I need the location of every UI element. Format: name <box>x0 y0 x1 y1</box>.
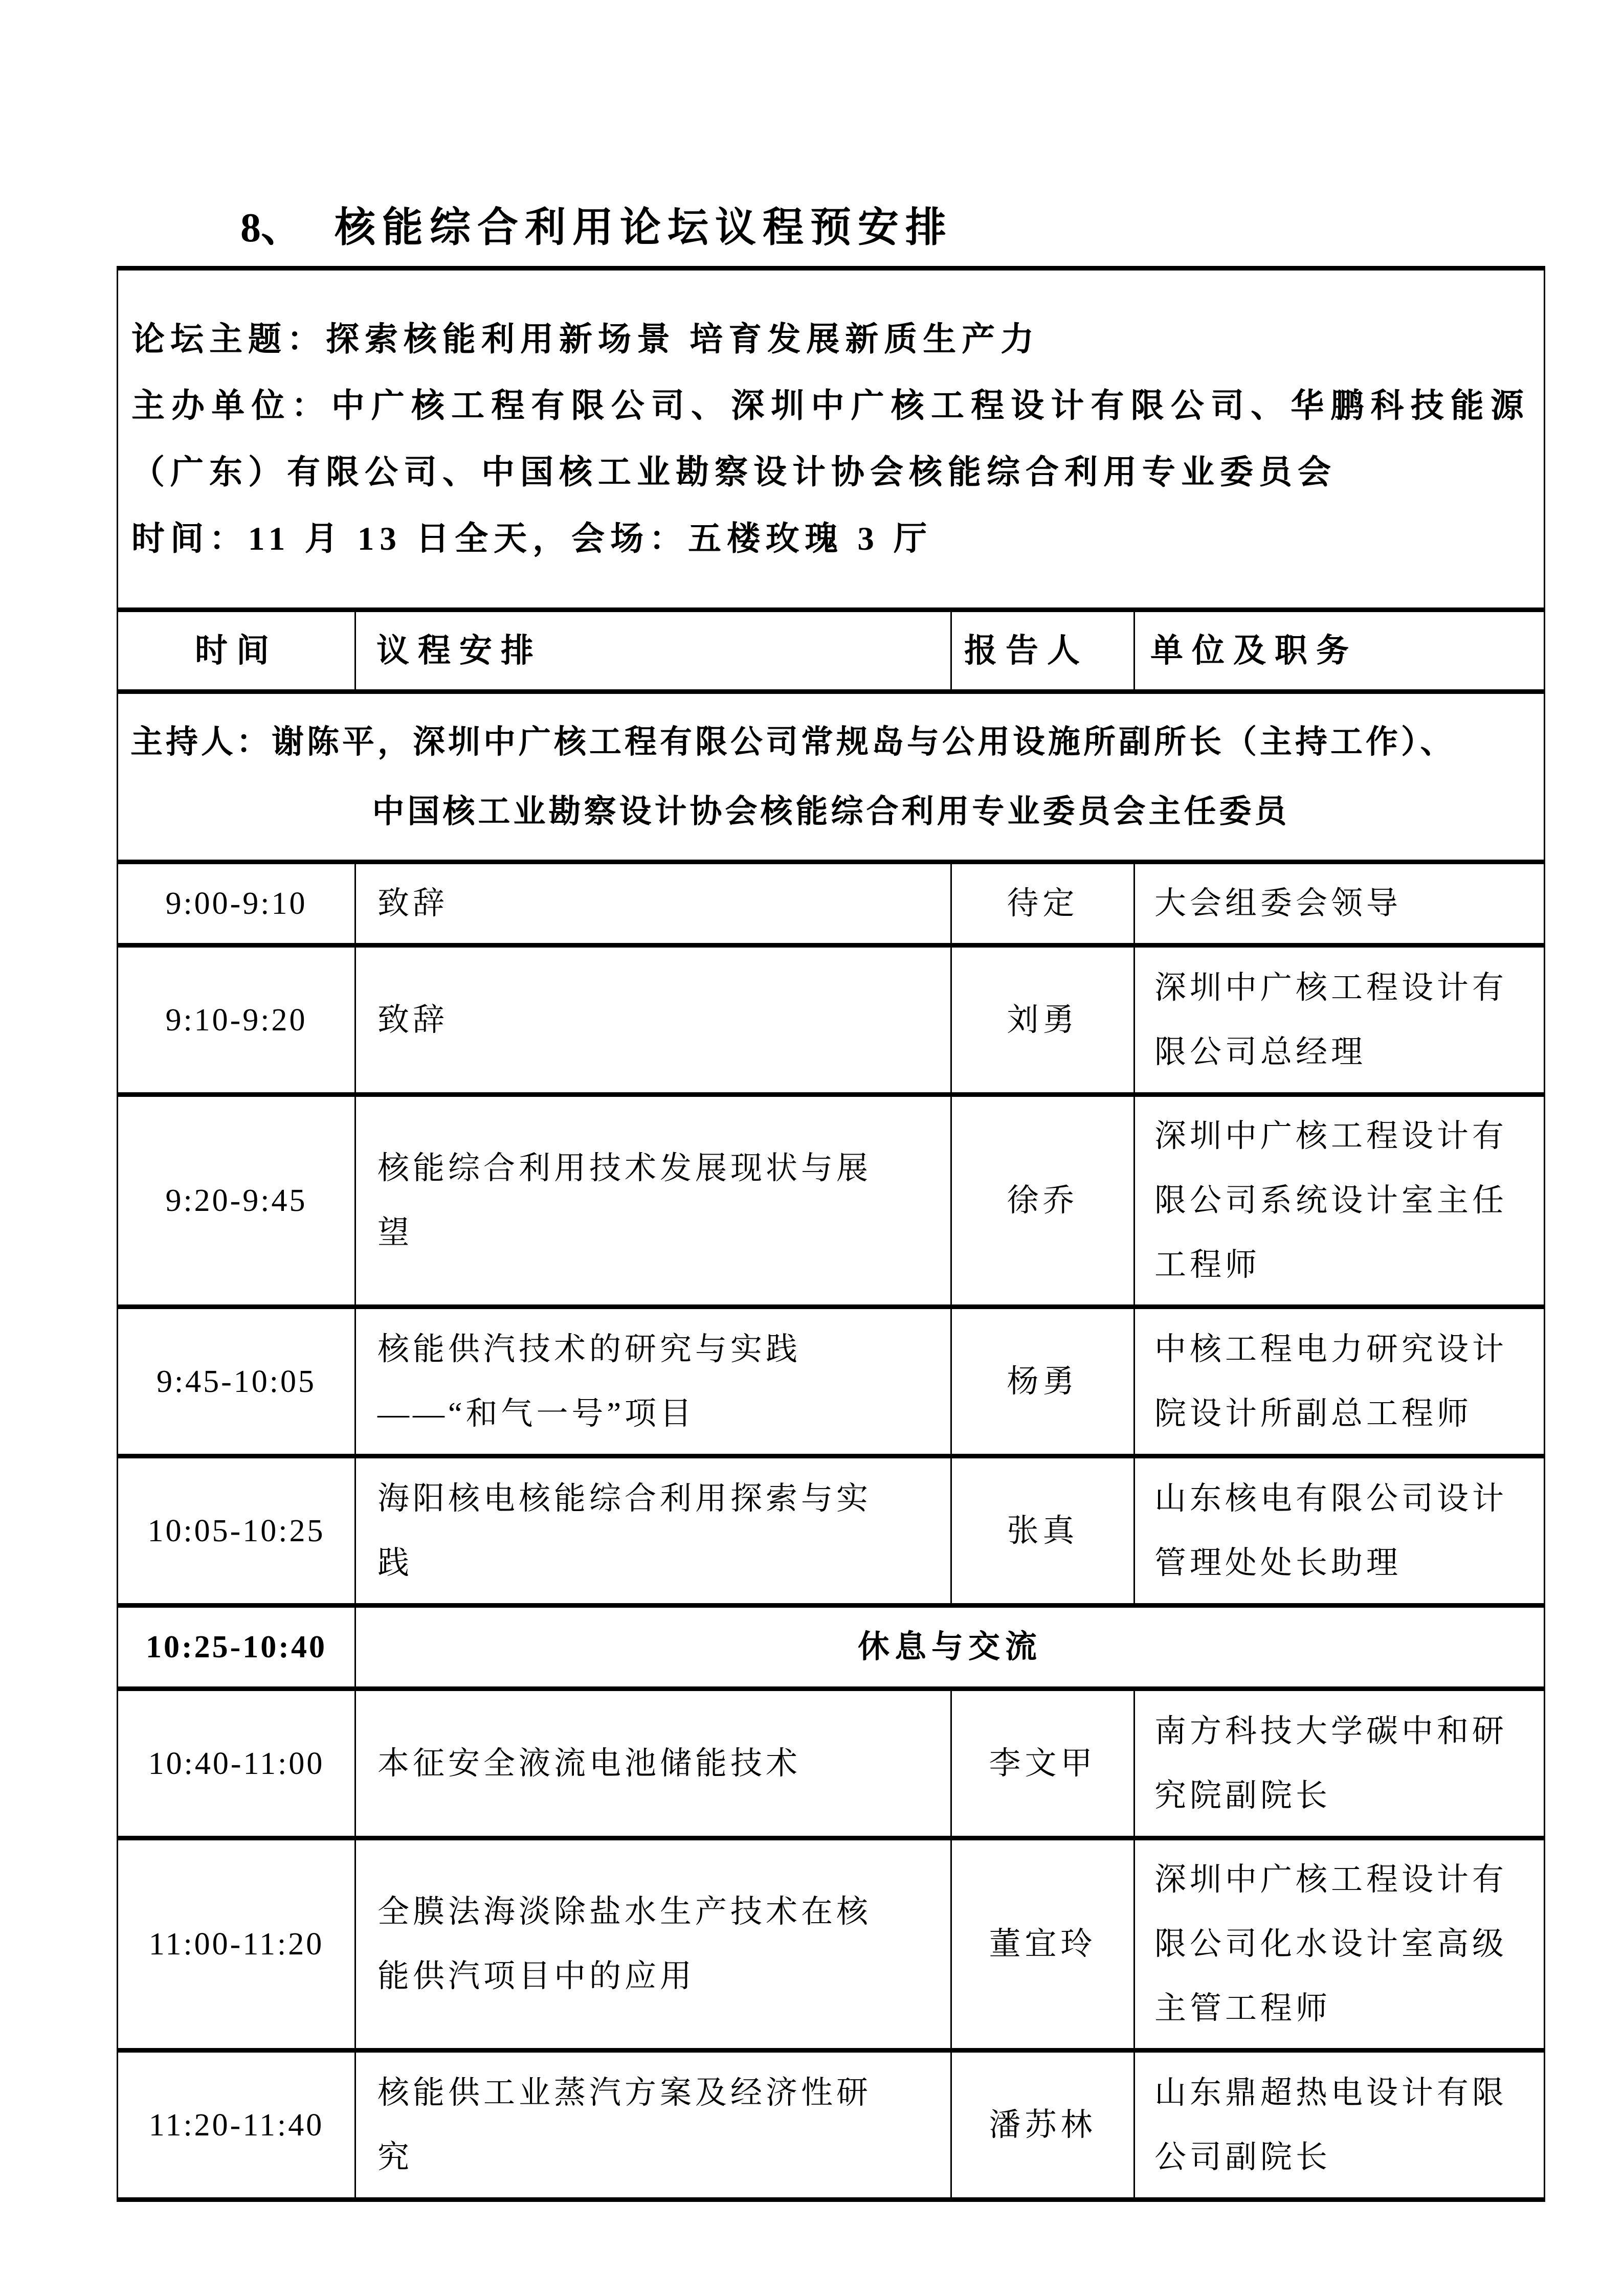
speaker-cell: 董宜玲 <box>951 1838 1134 2051</box>
agenda-cell: 核能供汽技术的研究与实践——“和气一号”项目 <box>355 1307 951 1456</box>
forum-time-venue: 时间：11 月 13 日全天，会场：五楼玫瑰 3 厅 <box>131 520 933 557</box>
time-cell: 9:20-9:45 <box>118 1095 355 1307</box>
affiliation-cell: 深圳中广核工程设计有限公司总经理 <box>1134 946 1545 1095</box>
host-line2: 中国核工业勘察设计协会核能综合利用专业委员会主任委员 <box>372 794 1290 829</box>
page-title <box>240 204 1624 253</box>
agenda-cell: 核能供工业蒸汽方案及经济性研究 <box>355 2051 951 2200</box>
time-cell: 9:10-9:20 <box>118 946 355 1095</box>
agenda-cell: 核能综合利用技术发展现状与展望 <box>355 1095 951 1307</box>
speaker-cell: 李文甲 <box>951 1689 1134 1838</box>
forum-organizer: 主办单位：中广核工程有限公司、深圳中广核工程设计有限公司、华鹏科技能源（广东）有限公司、中国核工业勘察设计协会核能综合利用专业委员会 <box>131 387 1530 491</box>
agenda-cell: 致辞 <box>355 862 951 946</box>
agenda-row <box>118 946 1545 1095</box>
host-row <box>118 692 1545 862</box>
host-line1: 主持人：谢陈平，深圳中广核工程有限公司常规岛与公用设施所副所长（主持工作）、 <box>130 724 1456 760</box>
speaker-cell: 张真 <box>951 1456 1134 1606</box>
forum-info-row <box>118 268 1545 610</box>
time-cell: 11:00-11:20 <box>118 1838 355 2051</box>
time-cell: 9:45-10:05 <box>118 1307 355 1456</box>
affiliation-cell: 南方科技大学碳中和研究院副院长 <box>1134 1689 1545 1838</box>
agenda-cell: 海阳核电核能综合利用探索与实践 <box>355 1456 951 1606</box>
time-cell: 9:00-9:10 <box>118 862 355 946</box>
agenda-row <box>118 862 1545 946</box>
affiliation-cell: 山东鼎超热电设计有限公司副院长 <box>1134 2051 1545 2200</box>
agenda-row <box>118 1689 1545 1838</box>
agenda-cell: 本征安全液流电池储能技术 <box>355 1689 951 1838</box>
time-cell: 10:05-10:25 <box>118 1456 355 1606</box>
header-affiliation: 单位及职务 <box>1134 610 1545 692</box>
header-speaker: 报告人 <box>951 610 1134 692</box>
break-label-cell: 休息与交流 <box>355 1606 1545 1689</box>
speaker-cell: 待定 <box>951 862 1134 946</box>
agenda-cell: 致辞 <box>355 946 951 1095</box>
break-row <box>118 1606 1545 1689</box>
page-title-text: 核能综合利用论坛议程预安排 <box>335 206 953 251</box>
affiliation-cell: 山东核电有限公司设计管理处处长助理 <box>1134 1456 1545 1606</box>
speaker-cell: 杨勇 <box>951 1307 1134 1456</box>
forum-info-cell <box>118 268 1545 610</box>
host-cell <box>118 692 1545 862</box>
affiliation-cell: 中核工程电力研究设计院设计所副总工程师 <box>1134 1307 1545 1456</box>
affiliation-cell: 深圳中广核工程设计有限公司系统设计室主任工程师 <box>1134 1095 1545 1307</box>
agenda-cell: 全膜法海淡除盐水生产技术在核能供汽项目中的应用 <box>355 1838 951 2051</box>
header-time: 时间 <box>118 610 355 692</box>
agenda-table <box>117 266 1545 2202</box>
forum-theme: 论坛主题：探索核能利用新场景 培育发展新质生产力 <box>131 321 1040 358</box>
affiliation-cell: 大会组委会领导 <box>1134 862 1545 946</box>
time-cell: 11:20-11:40 <box>118 2051 355 2200</box>
agenda-row <box>118 2051 1545 2200</box>
page-title-number: 8、 <box>240 206 302 251</box>
agenda-row <box>118 1307 1545 1456</box>
speaker-cell: 潘苏林 <box>951 2051 1134 2200</box>
table-header-row <box>118 610 1545 692</box>
agenda-row <box>118 1095 1545 1307</box>
speaker-cell: 刘勇 <box>951 946 1134 1095</box>
speaker-cell: 徐乔 <box>951 1095 1134 1307</box>
agenda-row <box>118 1838 1545 2051</box>
affiliation-cell: 深圳中广核工程设计有限公司化水设计室高级主管工程师 <box>1134 1838 1545 2051</box>
agenda-row <box>118 1456 1545 1606</box>
header-agenda: 议程安排 <box>355 610 951 692</box>
time-cell: 10:40-11:00 <box>118 1689 355 1838</box>
break-time-cell: 10:25-10:40 <box>118 1606 355 1689</box>
